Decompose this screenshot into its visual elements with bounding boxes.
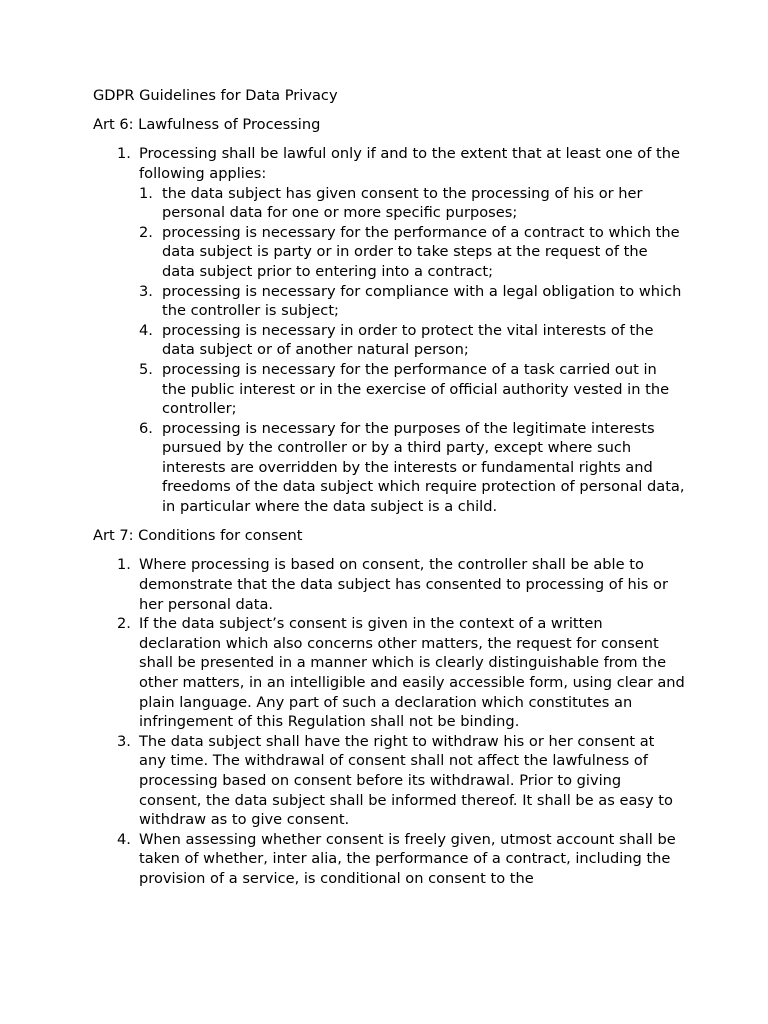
list-number: 1. (117, 556, 131, 574)
list-item-text: When assessing whether consent is freely given, utmost account shall be taken of whether, inter alia, the performance of a contract, including the provision of a service, is conditional on consent to the (139, 830, 676, 887)
list-number: 5. (139, 360, 153, 378)
article-6-sublist (139, 184, 685, 517)
list-item-text: processing is necessary for compliance with a legal obligation to which the controller is subject; (162, 282, 682, 320)
list-item-text: processing is necessary for the performance of a task carried out in the public interest or in the exercise of official authority vested in the controller; (162, 360, 670, 418)
list-item (139, 223, 685, 282)
list-item (139, 184, 685, 223)
list-item-text: processing is necessary for the purposes of the legitimate interests pursued by the controller or by a third party, except where such interests are overridden by the interests or fundamental rights and freedoms of the data subject which require protection of personal data, in particular where the data subject is a child. (162, 419, 685, 516)
list-item (93, 614, 685, 732)
article-6-item-1 (93, 144, 685, 516)
article-7-heading: Art 7: Conditions for consent (93, 527, 303, 545)
list-number: 2. (139, 223, 153, 241)
list-number: 4. (117, 830, 131, 848)
list-number: 2. (117, 615, 131, 633)
list-number: 3. (117, 732, 131, 750)
list-item-text: Processing shall be lawful only if and to the extent that at least one of the following applies: (139, 145, 680, 182)
list-item-text: the data subject has given consent to the processing of his or her personal data for one or more specific purposes; (162, 184, 643, 222)
article-7-list (93, 555, 685, 888)
list-item (139, 282, 685, 321)
list-item (93, 830, 685, 889)
article-6-heading: Art 6: Lawfulness of Processing (93, 116, 321, 134)
list-item-text: processing is necessary in order to protect the vital interests of the data subject or of another natural person; (162, 321, 654, 359)
list-number: 1. (117, 145, 131, 163)
document-title: GDPR Guidelines for Data Privacy (93, 87, 338, 104)
list-item (93, 555, 685, 614)
list-item-text: processing is necessary for the performance of a contract to which the data subject is party or in order to take steps at the request of the data subject prior to entering into a contract; (162, 223, 680, 280)
list-item (139, 321, 685, 360)
list-item-text: The data subject shall have the right to withdraw his or her consent at any time. The withdrawal of consent shall not affect the lawfulness of processing based on consent before its withdrawal. Prior to giving consent, the data subject shall be informed thereof. It shall be as easy to withdraw as to give consent. (139, 732, 673, 829)
document-page (93, 86, 685, 898)
article-6-list (93, 144, 685, 516)
list-item-text: Where processing is based on consent, the controller shall be able to demonstrate that the data subject has consented to processing of his or her personal data. (139, 556, 668, 613)
list-item (139, 419, 685, 517)
list-number: 3. (139, 282, 153, 300)
list-item-text: If the data subject’s consent is given in the context of a written declaration which also concerns other matters, the request for consent shall be presented in a manner which is clearly distinguishable from the other matters, in an intelligible and easily accessible form, using clear and plain language. Any part of such a declaration which constitutes an infringement of this Regulation shall not be binding. (139, 615, 685, 731)
list-number: 4. (139, 321, 153, 339)
list-item (93, 732, 685, 830)
list-number: 1. (139, 184, 153, 202)
list-number: 6. (139, 419, 153, 437)
list-item (139, 360, 685, 419)
